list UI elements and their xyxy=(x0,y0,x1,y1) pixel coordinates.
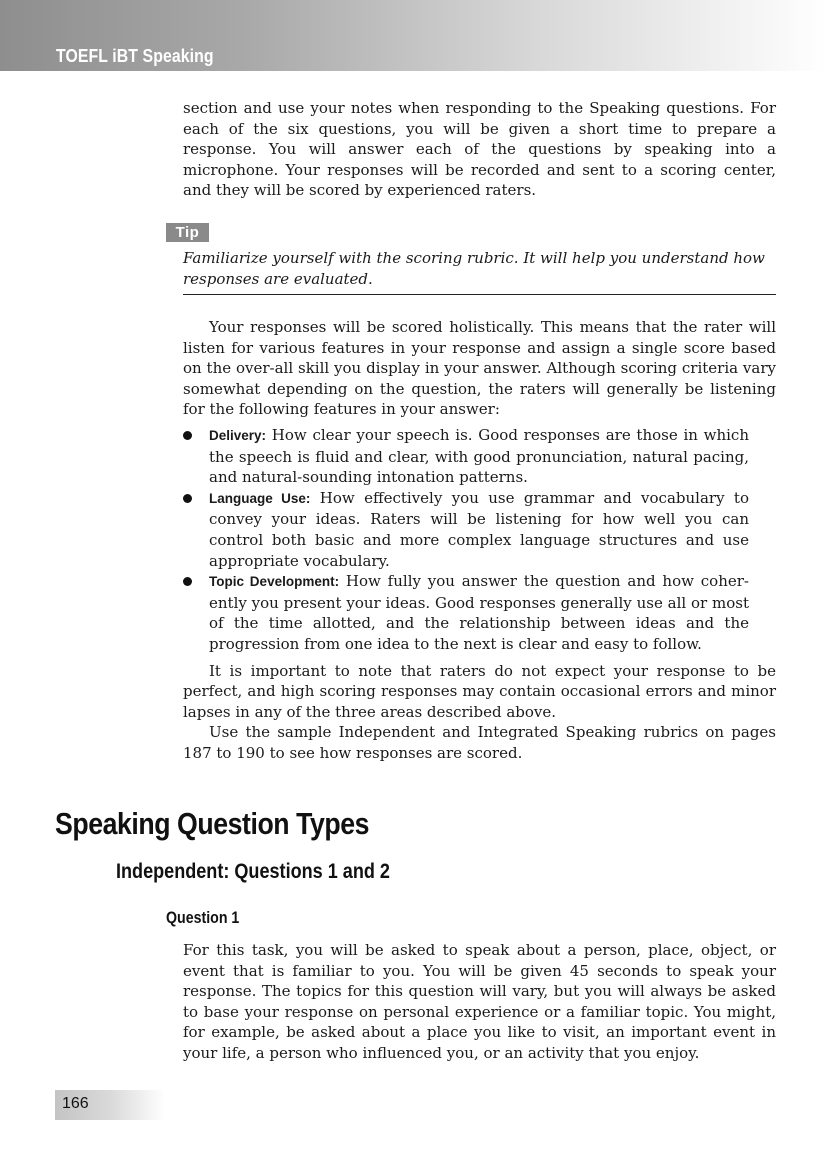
tip-label: Tip xyxy=(166,223,209,242)
bullet-text: How effectively you use grammar and vocabulary to convey your ideas. Raters will be listening for how well you can control both basic and more complex language structures and use appropriate vocabulary. xyxy=(209,488,749,570)
list-item-language-use xyxy=(183,488,776,571)
scoring-paragraph: Your responses will be scored holistically. This means that the rater will listen for various features in your response and assign a single score based on the over-all skill you display in your answer. Although scoring criteria vary somewhat depending on the question, the raters will generally be listening for the following features in your answer: xyxy=(183,318,776,419)
bullet-text: How clear your speech is. Good responses are those in which the speech is fluid and clear, with good pronunciation, natural pacing, and natural-sounding intonation patterns. xyxy=(209,425,749,487)
question-paragraph: For this task, you will be asked to speak about a person, place, object, or event that is familiar to you. You will be given 45 seconds to speak your response. The topics for this question will vary, but you will always be asked to base your response on personal experience or a familiar topic. You might, for example, be asked about a place you like to visit, an important event in your life, a person who influenced you, or an activity that you enjoy. xyxy=(183,941,776,1062)
intro-block xyxy=(183,98,776,201)
bullet-text: How fully you answer the question and how coher-ently you present your ideas. Good responses generally use all or most of the time allotted, and the relationship between ideas and the progression from one idea to the next is clear and easy to follow. xyxy=(209,572,749,653)
note-paragraph: It is important to note that raters do not expect your response to be perfect, and high scoring responses may contain occasional errors and minor lapses in any of the three areas described above. xyxy=(183,661,776,721)
intro-paragraph: section and use your notes when responding to the Speaking questions. For each of the six questions, you will be given a short time to prepare a response. You will answer each of the questions by speaking into a microphone. Your responses will be recorded and sent to a scoring center, and they will be scored by experienced raters. xyxy=(183,99,776,200)
section-title: Speaking Question Types xyxy=(55,806,370,841)
list-item-topic-development xyxy=(183,571,776,654)
bullet-term: Delivery: xyxy=(209,427,267,443)
scoring-block xyxy=(183,317,776,763)
bullet-dot-icon xyxy=(183,431,192,440)
scoring-criteria-list xyxy=(183,425,776,655)
page-number: 166 xyxy=(62,1095,89,1112)
question-heading: Question 1 xyxy=(166,909,240,927)
bullet-dot-icon xyxy=(183,494,192,503)
bullet-term: Language Use: xyxy=(209,490,311,506)
bullet-term: Topic Development: xyxy=(209,574,340,590)
section-subtitle: Independent: Questions 1 and 2 xyxy=(116,860,390,883)
tip-divider xyxy=(183,294,776,295)
running-header-title: TOEFL iBT Speaking xyxy=(56,46,214,66)
rubric-paragraph: Use the sample Independent and Integrated Speaking rubrics on pages 187 to 190 to see how responses are scored. xyxy=(183,723,776,762)
list-item-delivery xyxy=(183,425,776,488)
bullet-dot-icon xyxy=(183,577,192,586)
question-block xyxy=(183,940,776,1064)
tip-text: Familiarize yourself with the scoring rubric. It will help you understand how responses are evaluated. xyxy=(183,249,765,288)
